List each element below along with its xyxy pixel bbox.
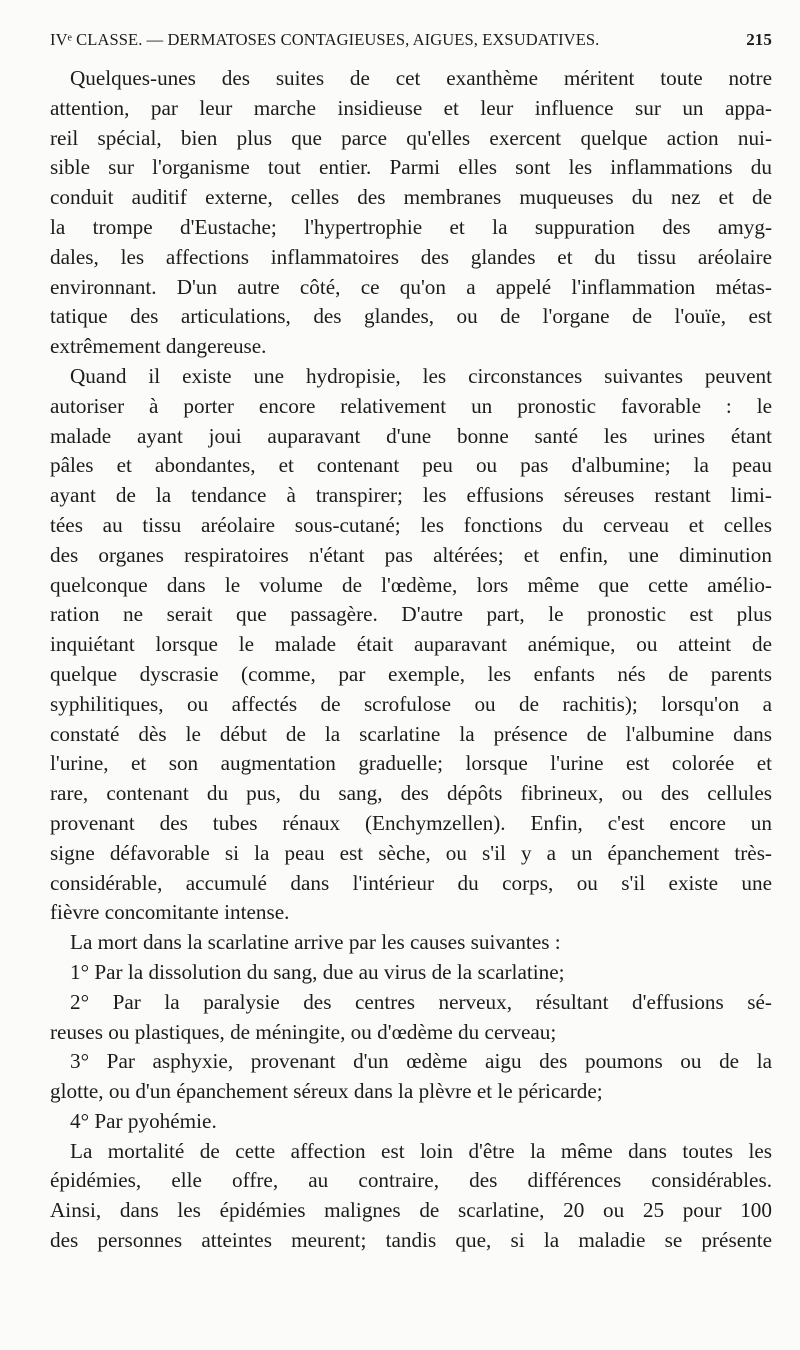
paragraph	[50, 1137, 772, 1256]
text-line: épidémies, elle offre, au contraire, des différences considérables.	[50, 1168, 772, 1193]
text-line: signe défavorable si la peau est sèche, ou s'il y a un épanchement très-	[50, 840, 772, 865]
paragraph	[50, 958, 772, 988]
running-head	[50, 30, 772, 56]
text-line: constaté dès le début de la scarlatine la présence de l'albumine dans	[50, 721, 772, 746]
paragraph	[50, 64, 772, 362]
paragraph	[50, 1107, 772, 1137]
text-line: des organes respiratoires n'étant pas altérées; et enfin, une diminution	[50, 542, 772, 567]
page-number: 215	[746, 30, 772, 49]
text-line: provenant des tubes rénaux (Enchymzellen). Enfin, c'est encore un	[50, 810, 772, 835]
text-line: reuses ou plastiques, de méningite, ou d'œdème du cerveau;	[50, 1019, 557, 1044]
text-line: Quelques-unes des suites de cet exanthème méritent toute notre	[70, 66, 772, 90]
text-line: attention, par leur marche insidieuse et leur influence sur un appa-	[50, 95, 772, 120]
running-head-title: IVᵉ CLASSE. — DERMATOSES CONTAGIEUSES, AIGUES, EXSUDATIVES.	[50, 30, 600, 49]
paragraph	[50, 988, 772, 1048]
text-line: extrêmement dangereuse.	[50, 334, 267, 359]
text-line: dales, les affections inflammatoires des glandes et du tissu aréolaire	[50, 244, 772, 269]
text-line: des personnes atteintes meurent; tandis que, si la maladie se présente	[50, 1228, 772, 1253]
text-line: 2° Par la paralysie des centres nerveux, résultant d'effusions sé-	[70, 989, 772, 1014]
text-line: environnant. D'un autre côté, ce qu'on a appelé l'inflammation métas-	[50, 274, 772, 299]
text-line: quelconque dans le volume de l'œdème, lors même que cette amélio-	[50, 572, 772, 597]
text-line: 3° Par asphyxie, provenant d'un œdème aigu des poumons ou de la	[70, 1049, 772, 1074]
text-line: considérable, accumulé dans l'intérieur du corps, ou s'il existe une	[50, 870, 772, 895]
text-line: Quand il existe une hydropisie, les circonstances suivantes peuvent	[70, 363, 772, 388]
text-line: syphilitiques, ou affectés de scrofulose ou de rachitis); lorsqu'on a	[50, 691, 772, 716]
text-line: malade ayant joui auparavant d'une bonne santé les urines étant	[50, 423, 772, 448]
text-line: autoriser à porter encore relativement un pronostic favorable : le	[50, 393, 772, 418]
paragraph	[50, 928, 772, 958]
text-line: Ainsi, dans les épidémies malignes de scarlatine, 20 ou 25 pour 100	[50, 1198, 772, 1223]
text-line: inquiétant lorsque le malade était auparavant anémique, ou atteint de	[50, 632, 772, 657]
text-line: tatique des articulations, des glandes, ou de l'organe de l'ouïe, est	[50, 304, 772, 329]
text-line: 4° Par pyohémie.	[70, 1108, 217, 1133]
text-line: la trompe d'Eustache; l'hypertrophie et la suppuration des amyg-	[50, 214, 772, 239]
text-line: ration ne serait que passagère. D'autre part, le pronostic est plus	[50, 602, 772, 627]
text-line: quelque dyscrasie (comme, par exemple, les enfants nés de parents	[50, 661, 772, 686]
text-line: La mort dans la scarlatine arrive par les causes suivantes :	[70, 930, 561, 955]
text-line: tées au tissu aréolaire sous-cutané; les fonctions du cerveau et celles	[50, 512, 772, 537]
paragraph	[50, 1047, 772, 1107]
paragraph	[50, 362, 772, 928]
text-line: 1° Par la dissolution du sang, due au virus de la scarlatine;	[70, 959, 565, 984]
text-line: La mortalité de cette affection est loin d'être la même dans toutes les	[70, 1138, 772, 1163]
text-line: sible sur l'organisme tout entier. Parmi elles sont les inflammations du	[50, 155, 772, 180]
text-line: pâles et abondantes, et contenant peu ou pas d'albumine; la peau	[50, 453, 772, 478]
text-line: conduit auditif externe, celles des membranes muqueuses du nez et de	[50, 185, 772, 210]
text-line: glotte, ou d'un épanchement séreux dans la plèvre et le péricarde;	[50, 1079, 603, 1104]
text-line: fièvre concomitante intense.	[50, 900, 290, 925]
text-line: l'urine, et son augmentation graduelle; lorsque l'urine est colorée et	[50, 751, 772, 776]
text-line: ayant de la tendance à transpirer; les effusions séreuses restant limi-	[50, 483, 772, 508]
text-line: reil spécial, bien plus que parce qu'elles exercent quelque action nui-	[50, 125, 772, 150]
body-text	[50, 64, 772, 1256]
text-line: rare, contenant du pus, du sang, des dépôts fibrineux, ou des cellules	[50, 781, 772, 806]
